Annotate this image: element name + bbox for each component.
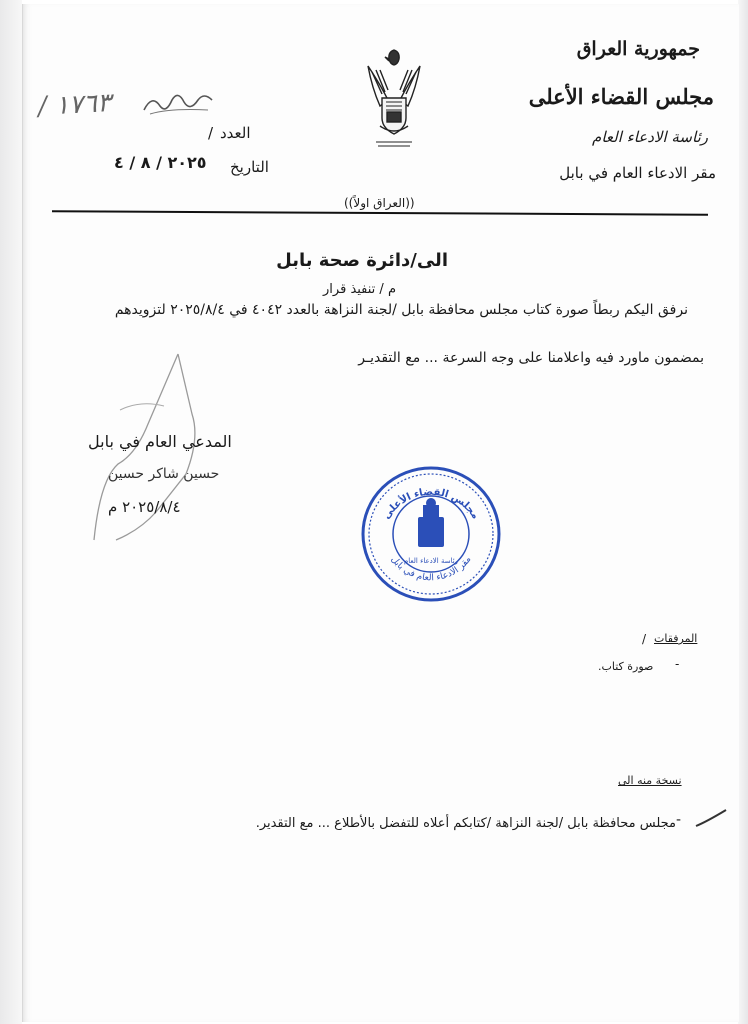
stamp-bottom-text: مقر الادعاء العام في بابل xyxy=(388,554,474,584)
country-name: جمهورية العراق xyxy=(576,38,700,60)
signer-name: حسين شاكر حسين xyxy=(108,466,220,482)
attachments-separator: / xyxy=(642,632,647,646)
scan-edge-left xyxy=(0,0,22,1024)
attachment-item: صورة كتاب. xyxy=(598,660,654,673)
attachments-label: المرفقات xyxy=(654,632,698,645)
body-line-2: بمضمون ماورد فيه واعلامنا على وجه السرعة ... مع التقديـر xyxy=(358,350,704,366)
presidency-name: رئاسة الادعاء العام xyxy=(592,128,708,146)
scan-edge-right xyxy=(738,0,748,1024)
council-name: مجلس القضاء الأعلى xyxy=(528,84,714,109)
cc-label: نسخة منه الى xyxy=(618,774,682,787)
official-seal-stamp xyxy=(360,465,502,603)
handwritten-initials xyxy=(140,92,216,118)
stamp-mid-text: رئاسة الادعاء العام xyxy=(403,557,459,565)
signature-date: ٢٠٢٥/٨/٤ م xyxy=(108,498,181,516)
cc-bullet: - xyxy=(676,812,682,828)
subject: م / تنفيذ قرار xyxy=(323,282,396,297)
stamp-top-text: مجلس القضاء الأعلى xyxy=(381,486,481,522)
addressee: الى/دائرة صحة بابل xyxy=(276,250,448,271)
number-label: العدد xyxy=(220,124,251,142)
attachments-bullet: - xyxy=(675,657,680,671)
handwritten-reference-number: ١٧٦٣ / xyxy=(37,88,112,122)
handwritten-tick-mark xyxy=(694,808,728,830)
body-line-1: نرفق اليكم ربطاً صورة كتاب مجلس محافظة بابل /لجنة النزاهة بالعدد ٤٠٤٢ في ٢٠٢٥/٨/٤ لتزويدهم xyxy=(114,302,688,318)
date-value: ٢٠٢٥ / ٨ / ٤ xyxy=(114,153,207,172)
signer-title: المدعي العام في بابل xyxy=(88,432,232,451)
headquarters-name: مقر الادعاء العام في بابل xyxy=(559,164,716,182)
iraq-eagle-emblem-icon xyxy=(360,46,428,158)
date-label: التاريخ xyxy=(230,158,269,176)
motto: ((العراق اولاً)) xyxy=(344,196,415,210)
number-separator: / xyxy=(208,124,214,142)
cc-item: مجلس محافظة بابل /لجنة النزاهة /كتابكم أعلاه للتفضل بالأطلاع ... مع التقدير. xyxy=(255,816,676,831)
